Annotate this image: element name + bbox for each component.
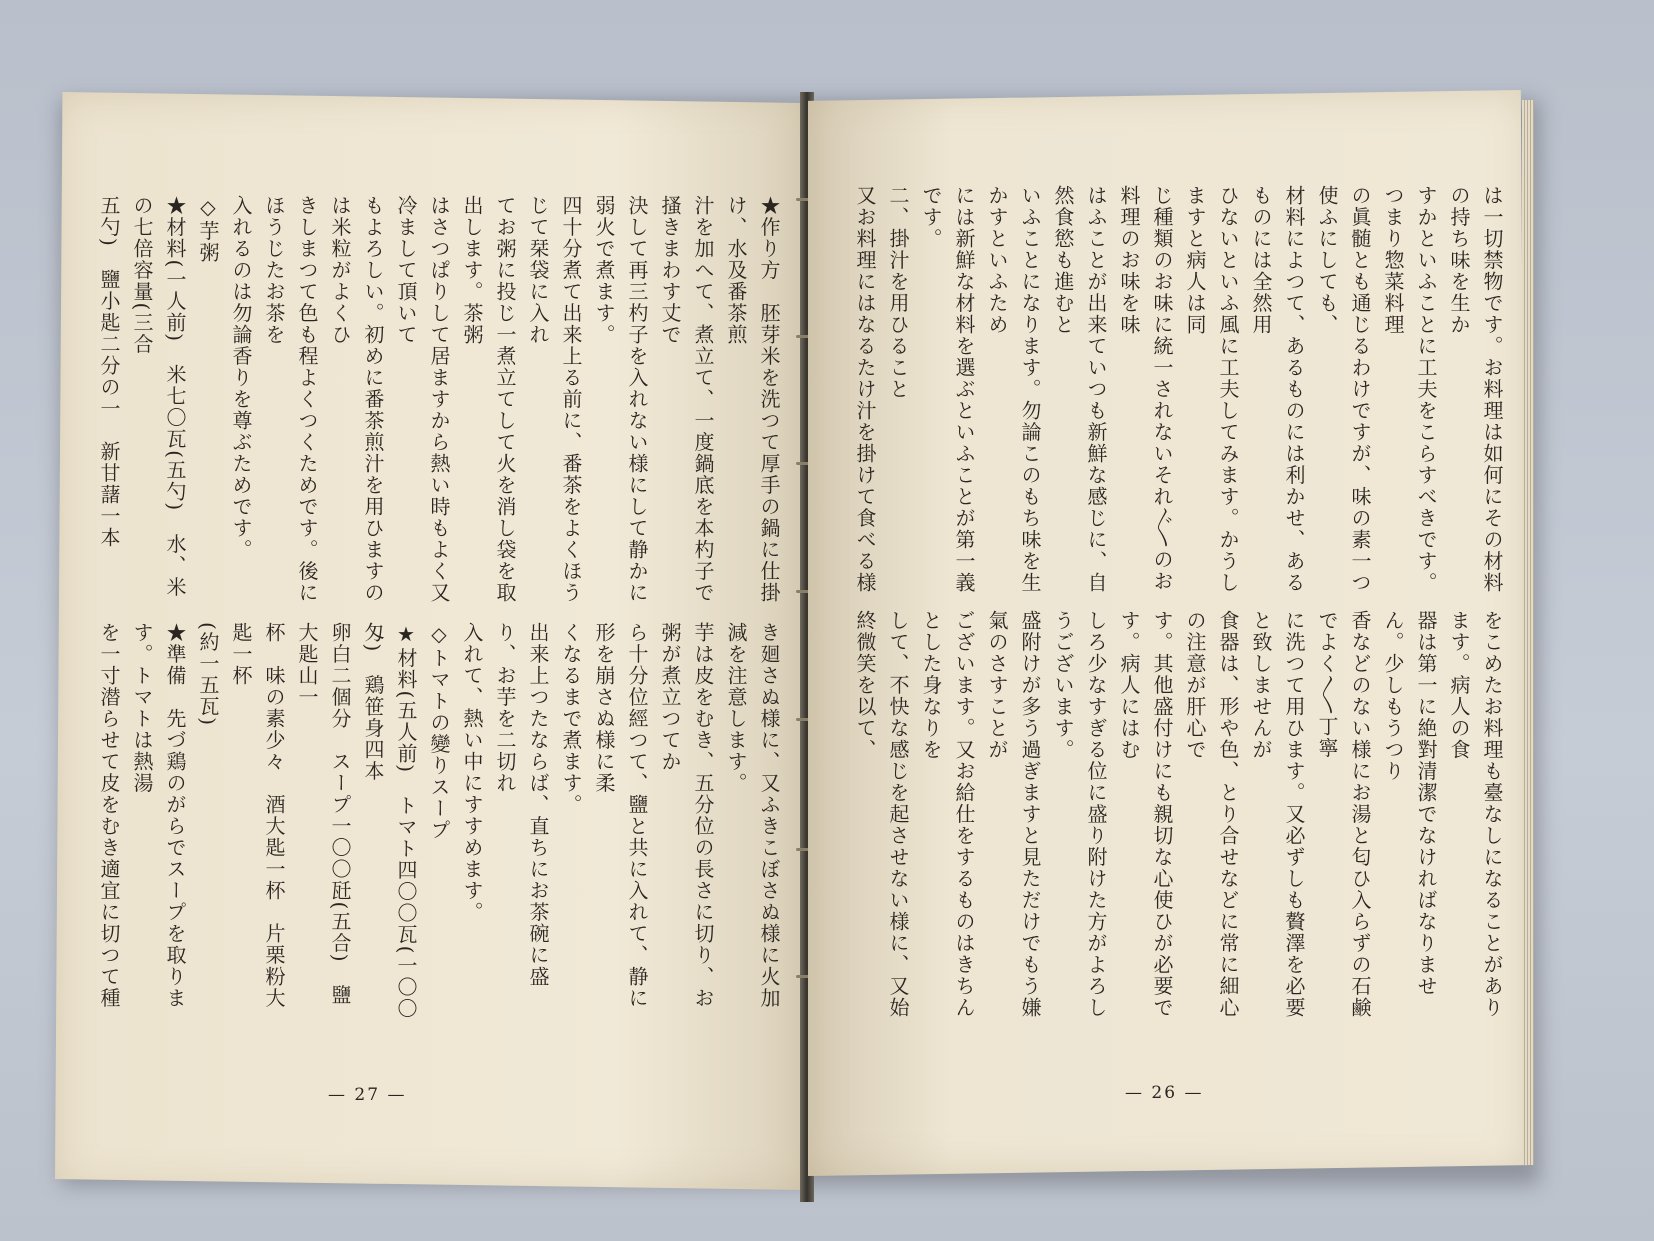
- page-number-26: — 26 —: [1125, 1083, 1204, 1103]
- page-27-lower-text: き廻さぬ様に、又ふきこぼさぬ様に火加減を注意します。 芋は皮をむき、五分位の長さに切り、お粥が煮立つてか ら十分位經つて、鹽と共に入れて、静に形を崩さぬ様に柔 くなるまで煮ます。 出来上つたならば、直ちにお茶碗に盛り、お芋を二切れ 入れて、熱い中にすすめます。 ◇トマトの變りスープ ★材料(五人前) トマト四〇〇瓦(一〇〇匁) 鶏笹身四本 卵白二個分 スープ一〇〇瓩(五合) 鹽大匙山一 杯 味の素少々 酒大匙一杯 片栗粉大匙一杯 (約一五瓦) ★準備 先づ鶏のがらでスープを取ります。トマトは熱湯 を一寸潜らせて皮をむき適宜に切つて種: [97, 622, 781, 1020]
- page-26-upper-text: は一切禁物です。お料理は如何にその材料の持ち味を生か すかといふことに工夫をこらすべきです。つまり惣菜料理 の眞髄とも通じるわけですが、味の素一つ使ふにしても、 材料によつて、あるものには利かせ、あるものには全然用 ひないといふ風に工夫してみます。かうしますと病人は同 じ種類のお味に統一されないそれ〴〵のお料理のお味を味 はふことが出来ていつも新鮮な感じに、自然食慾も進むと いふことになります。勿論このもち味を生かすといふため には新鮮な材料を選ぶといふことが第一義です。 二、掛汁を用ひること 又お料理にはなるたけ汁を掛けて食べる様: [853, 185, 1504, 594]
- page-26-lower-text: をこめたお料理も臺なしになることがあります。病人の食 器は第一に絶對清潔でなければなりません。少しもうつり 香などのない様にお湯と匂ひ入らずの石鹸でよく〳〵丁寧 に洗つて用ひます。又必ずしも贅澤を必要と致しませんが 食器は、形や色、とり合せなどに常に細心の注意が肝心で す。其他盛付けにも親切な心使ひが必要です。病人にはむ しろ少なすぎる位に盛り附けた方がよろしうございます。 盛附けが多う過ぎますと見ただけでもう嫌氣のさすことが ございます。又お給仕をするものはきちんとした身なりを して、不快な感じを起させない様に、又始終微笑を以て、: [853, 610, 1504, 1019]
- page-edges: [1522, 100, 1534, 1165]
- page-27-upper-text: ★作り方 胚芽米を洗つて厚手の鍋に仕掛け、水及番茶煎 汁を加へて、煮立て、一度鍋底を本杓子で搔きまわす丈で 決して再三杓子を入れない様にして静かに弱火で煮ます。 四十分煮て出来上る前に、番茶をよくほうじて栞袋に入れ てお粥に投じ一煮立てして火を消し袋を取出します。茶粥 はさつぱりして居ますから熱い時もよく又冷まして頂いて もよろしい。初めに番茶煎汁を用ひますのは米粒がよくひ きしまつて色も程よくつくためです。後にほうじたお茶を 入れるのは勿論香りを尊ぶためです。 ◇芋粥 ★材料(一人前) 米七〇瓦(五勺) 水、米の七倍容量(三合 五勺) 鹽小匙二分の一 新甘藷一本: [97, 195, 781, 604]
- page-number-27: — 27 —: [328, 1085, 407, 1105]
